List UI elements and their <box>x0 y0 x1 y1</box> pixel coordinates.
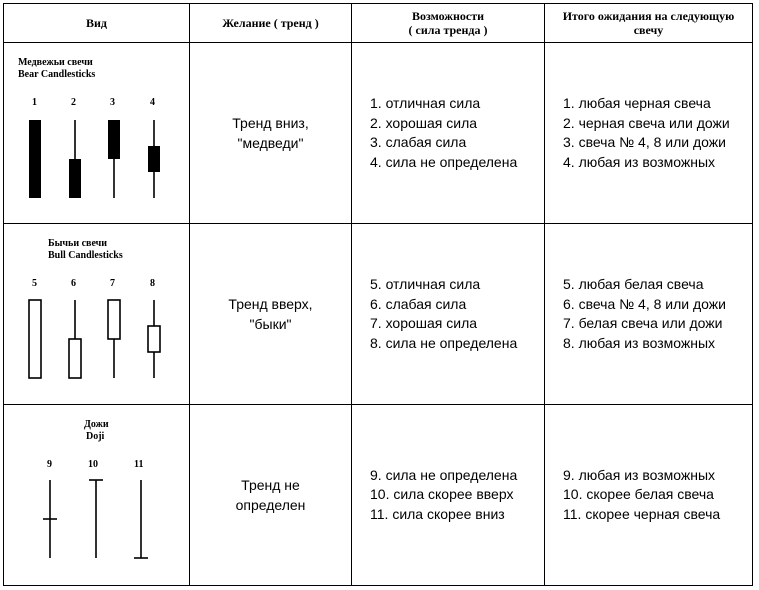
candle-number-9: 9 <box>47 459 52 470</box>
candle-number-6: 6 <box>71 278 76 289</box>
candle-number-5: 5 <box>32 278 37 289</box>
list-item: 10. скорее белая свеча <box>563 486 714 503</box>
candle-number-1: 1 <box>32 97 37 108</box>
list-item: 2. хорошая сила <box>370 114 478 131</box>
list-item: 8. сила не определена <box>370 334 518 351</box>
candle-number-3: 3 <box>110 97 115 108</box>
list-item: 2. черная свеча или дожи <box>563 114 730 131</box>
bear-opportunities <box>352 43 545 224</box>
bull-desire-line2: "быки" <box>249 316 292 332</box>
list-item: 10. сила скорее вверх <box>370 486 514 503</box>
candle-number-11: 11 <box>134 459 144 470</box>
list-item: 5. отличная сила <box>370 276 481 292</box>
bear-candles-figure <box>4 43 189 223</box>
candle-1-body <box>29 120 41 198</box>
bull-candles-figure <box>4 224 189 404</box>
list-item: 9. любая из возможных <box>563 466 716 483</box>
header-want: Желание ( тренд ) <box>190 4 352 43</box>
doji-desire-line2: определен <box>235 497 306 513</box>
candle-number-10: 10 <box>88 459 98 470</box>
row-doji <box>4 405 753 586</box>
list-item: 4. сила не определена <box>370 153 518 170</box>
bull-expectations <box>545 224 753 405</box>
candle-4-body <box>148 146 160 172</box>
bear-title-en: Bear Candlesticks <box>18 69 96 80</box>
candle-7-body <box>108 300 120 339</box>
bull-candles-cell <box>4 224 190 405</box>
list-item: 1. любая черная свеча <box>563 95 711 111</box>
list-item: 5. любая белая свеча <box>563 276 704 292</box>
bear-candles-cell <box>4 43 190 224</box>
list-item: 4. любая из возможных <box>563 153 716 170</box>
header-vid: Вид <box>4 4 190 43</box>
list-item: 11. сила скорее вниз <box>370 505 505 522</box>
list-item: 3. слабая сила <box>370 134 467 150</box>
list-item: 9. сила не определена <box>370 466 518 483</box>
candle-number-7: 7 <box>110 278 115 289</box>
bear-desire-line1: Тренд вниз, <box>232 115 309 131</box>
header-expectations-line1: Итого ожидания на следующую <box>562 9 735 23</box>
doji-desire-line1: Тренд не <box>241 477 300 493</box>
doji-desire <box>190 405 352 586</box>
list-item: 8. любая из возможных <box>563 334 716 351</box>
doji-title-en: Doji <box>86 431 105 442</box>
row-bear <box>4 43 753 224</box>
candle-5-body <box>29 300 41 378</box>
header-row <box>4 4 753 43</box>
list-item: 3. свеча № 4, 8 или дожи <box>563 134 726 150</box>
header-opportunities <box>352 4 545 43</box>
doji-candles-cell <box>4 405 190 586</box>
bull-desire <box>190 224 352 405</box>
list-item: 6. свеча № 4, 8 или дожи <box>563 295 726 312</box>
header-opportunities-line1: Возможности <box>411 9 485 23</box>
doji-title-ru: Дожи <box>84 419 109 430</box>
bear-desire <box>190 43 352 224</box>
row-bull <box>4 224 753 405</box>
candlestick-table <box>3 3 753 586</box>
list-item: 7. белая свеча или дожи <box>563 315 723 331</box>
list-item: 6. слабая сила <box>370 295 467 312</box>
candle-number-4: 4 <box>150 97 155 108</box>
bear-expectations <box>545 43 753 224</box>
candle-6-body <box>69 339 81 378</box>
header-expectations <box>545 4 753 43</box>
bear-title-ru: Медвежьи свечи <box>18 57 93 68</box>
bear-desire-line2: "медведи" <box>237 135 304 151</box>
bull-opportunities <box>352 224 545 405</box>
doji-expectations <box>545 405 753 586</box>
candle-8-body <box>148 326 160 352</box>
header-opportunities-line2: ( сила тренда ) <box>408 23 488 37</box>
candle-number-2: 2 <box>71 97 76 108</box>
doji-opportunities <box>352 405 545 586</box>
bull-title-en: Bull Candlesticks <box>48 250 123 261</box>
list-item: 1. отличная сила <box>370 95 481 111</box>
candle-number-8: 8 <box>150 278 155 289</box>
candle-2-body <box>69 159 81 198</box>
bull-title-ru: Бычьи свечи <box>48 238 108 249</box>
list-item: 11. скорее черная свеча <box>563 505 721 522</box>
header-expectations-line2: свечу <box>633 23 664 37</box>
candle-3-body <box>108 120 120 159</box>
doji-candles-figure <box>4 405 189 585</box>
list-item: 7. хорошая сила <box>370 315 478 331</box>
bull-desire-line1: Тренд вверх, <box>228 296 313 312</box>
